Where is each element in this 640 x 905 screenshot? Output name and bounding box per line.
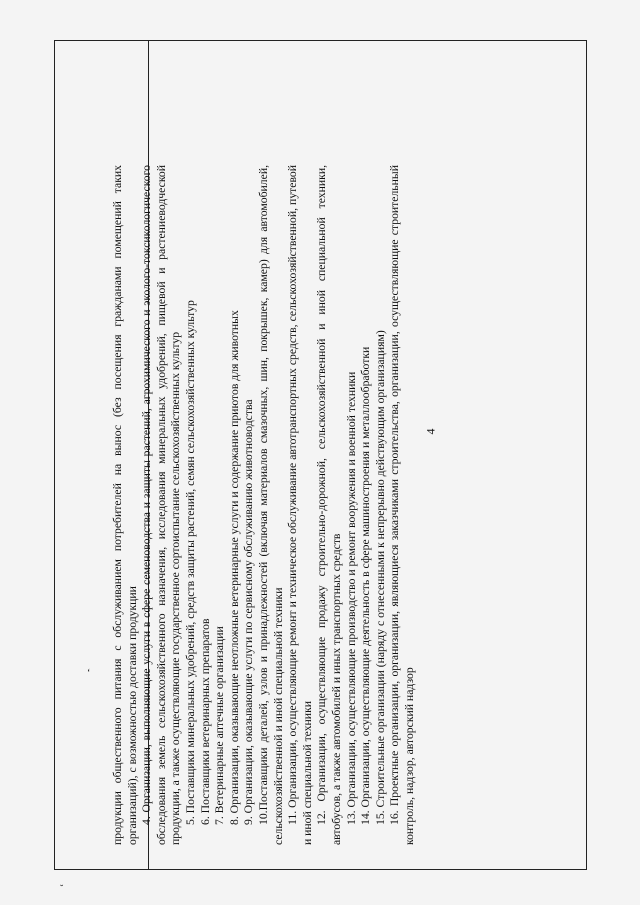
list-item: 8. Организации, оказывающие неотложные ветеринарные услуги и содержание приютов для животных (227, 310, 241, 825)
scan-mark-bottom: ˘ (60, 884, 64, 895)
list-item: 4. Организации, выполняющие услуги в сфере семеноводства и защиты растений, агрохимического и эколого-токсикологического обследования земель сельскохозяйственного назначения, исследования минеральных удобрений, пищевой и растениеводческой продукции, а также осуществляющие государственное сортоиспытание сельскохозяйственных культур (140, 165, 183, 845)
list-item: 12. Организации, осуществляющие продажу строительно-дорожной, сельскохозяйственной и иной специальной техники, автобусов, а также автомобилей и иных транспортных средств (315, 165, 343, 845)
list-item: 14. Организации, осуществляющие деятельность в сфере машиностроения и металлообработки (359, 346, 373, 825)
list-item: 6. Поставщики ветеринарных препаратов (198, 618, 212, 825)
scan-mark: ‘ (87, 668, 91, 679)
list-item: 7. Ветеринарные аптечные организации (213, 626, 227, 825)
list-item: 15. Строительные организации (наряду с отнесенными к непрерывно действующим организациям) (373, 330, 387, 825)
list-item: 10.Поставщики деталей, узлов и принадлежностей (включая материалов смазочных, шин, покрышек, камер) для автомобилей, сельскохозяйственной и иной специальной техники (256, 165, 285, 845)
list-item: 5. Поставщики минеральных удобрений, средств защиты растений, семян сельскохозяйственных культур (183, 300, 197, 825)
list-item: 16. Проектные организации, организации, являющиеся заказчиками строительства, организации, осуществляющие строительный контроль, надзор, авторский надзор (388, 165, 416, 845)
rotated-content (111, 165, 581, 845)
list-content (111, 165, 417, 845)
list-item: 13. Организации, осуществляющие производство и ремонт вооружения и военной техники (344, 371, 358, 825)
page-number: 4 (423, 428, 438, 435)
list-item: продукции общественного питания с обслуживанием потребителей на вынос (без посещения гражданами помещений таких организаций), с возможностью доставки продукции (111, 165, 139, 845)
list-item: 9. Организации, оказывающие услуги по сервисному обслуживанию животноводства (242, 399, 256, 825)
list-item: 11. Организации, осуществляющие ремонт и техническое обслуживание автотранспортных средств, сельскохозяйственной, путевой и иной специальной техники (286, 165, 314, 845)
